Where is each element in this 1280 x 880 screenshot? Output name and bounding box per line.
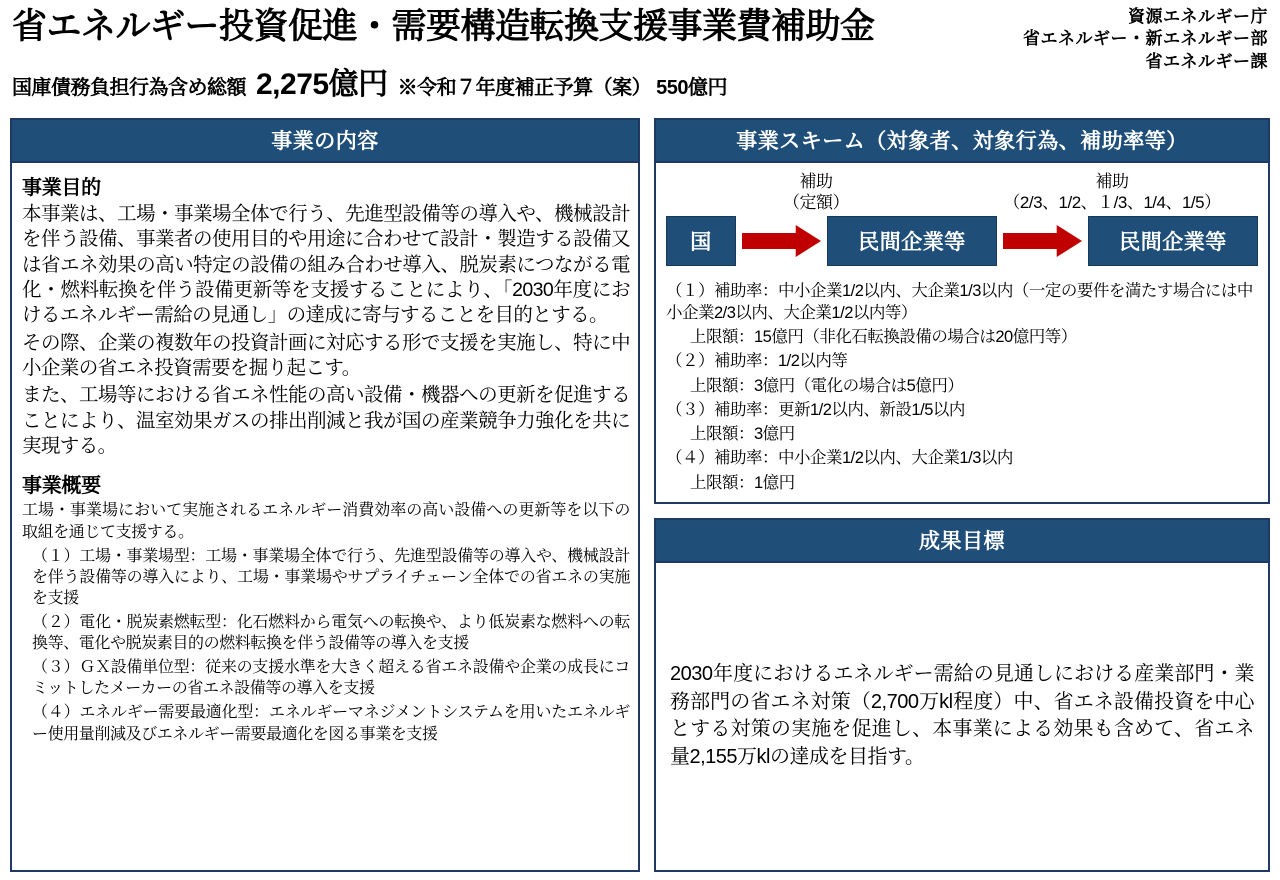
scheme-caption-left-line2: （定額）	[783, 193, 849, 213]
outline-item-1: （１）工場・事業場型：工場・事業場全体で行う、先進型設備等の導入や、機械設計を伴う設備等の導入により、工場・事業場やサプライチェーン全体での省エネの実施を支援	[32, 547, 630, 607]
right-column	[654, 118, 1270, 872]
scheme-item-4-sub: 上限額：1億円	[690, 473, 795, 492]
scheme-panel	[654, 118, 1270, 504]
scheme-item-1-sub: 上限額：15億円（非化石転換設備の場合は20億円等）	[690, 328, 1077, 347]
purpose-paragraph-2: その際、企業の複数年の投資計画に対応する形で支援を実施し、特に中小企業の省エネ投資需要を掘り起こす。	[22, 331, 630, 380]
scheme-caption-right-line2: （2/3、1/2、１/3、1/4、1/5）	[1003, 193, 1221, 213]
business-content-panel	[10, 118, 640, 872]
scheme-item-2-sub: 上限額：3億円（電化の場合は5億円）	[690, 376, 964, 395]
scheme-box-private-2: 民間企業等	[1088, 216, 1258, 266]
goal-panel	[654, 518, 1270, 872]
scheme-diagram	[656, 163, 1268, 280]
purpose-paragraph-3: また、工場等における省エネ性能の高い設備・機器への更新を促進することにより、温室効果ガスの排出削減と我が国の産業競争力強化を共に実現する。	[22, 384, 630, 458]
left-column	[10, 118, 640, 872]
scheme-body	[656, 163, 1268, 502]
page-title: 省エネルギー投資促進・需要構造転換支援事業費補助金	[12, 7, 875, 46]
document-header	[0, 0, 1280, 112]
budget-amount: 2,275億円	[256, 67, 388, 101]
purpose-paragraph-1: 本事業は、工場・事業場全体で行う、先進型設備等の導入や、機械設計を伴う設備、事業者の使用目的や用途に合わせて設計・製造する設備又は省エネ効果の高い特定の設備の組み合わせ導入、脱炭素につながる電化・燃料転換を伴う設備更新等を支援することにより、「2030年度におけるエネルギー需給の見通し」の達成に寄与することを目的とする。	[22, 203, 630, 327]
outline-item-2: （２）電化・脱炭素燃転型：化石燃料から電気への転換や、より低炭素な燃料への転換等、電化や脱炭素目的の燃料転換を伴う設備等の導入を支援	[32, 613, 630, 653]
goal-text: 2030年度におけるエネルギー需給の見通しにおける産業部門・業務部門の省エネ対策（2,700万kl程度）中、省エネ設備投資を中心とする対策の実施を促進し、本事業による効果も含めて、省エネ量2,155万klの達成を目指す。	[670, 663, 1254, 769]
scheme-caption-right-line1: 補助	[1095, 172, 1129, 191]
scheme-conditions-list	[656, 280, 1268, 502]
scheme-item-3-sub: 上限額：3億円	[690, 425, 795, 444]
agency-line-3: 省エネルギー課	[1145, 51, 1268, 71]
goal-body	[656, 563, 1268, 870]
scheme-caption-left	[666, 171, 966, 214]
outline-item-4: （４）エネルギー需要最適化型：エネルギーマネジメントシステムを用いたエネルギー使用量削減及びエネルギー需要最適化を図る事業を支援	[32, 704, 630, 743]
goal-header: 成果目標	[656, 520, 1268, 563]
business-content-body	[12, 163, 638, 870]
agency-line-2: 省エネルギー・新エネルギー部	[1023, 29, 1268, 49]
agency-block	[1023, 6, 1268, 73]
scheme-item-4-main: （４）補助率：中小企業1/2以内、大企業1/3以内	[666, 449, 1013, 468]
outline-lead: 工場・事業場において実施されるエネルギー消費効率の高い設備への更新等を以下の取組を通じて支援する。	[22, 502, 630, 541]
purpose-title: 事業目的	[22, 177, 101, 199]
scheme-item-2-main: （２）補助率：1/2以内等	[666, 352, 848, 371]
scheme-item-3-main: （３）補助率：更新1/2以内、新設1/5以内	[666, 400, 965, 419]
scheme-caption-right	[966, 171, 1258, 214]
content-columns	[10, 118, 1270, 872]
scheme-caption-left-line1: 補助	[799, 172, 833, 191]
outline-item-3: （３）ＧＸ設備単位型：従来の支援水準を大きく超える省エネ設備や企業の成長にコミットしたメーカーの省エネ設備等の導入を支援	[32, 659, 630, 698]
budget-label: 国庫債務負担行為含め総額	[12, 76, 246, 99]
scheme-captions	[666, 171, 1258, 214]
agency-line-1: 資源エネルギー庁	[1128, 7, 1268, 26]
outline-title: 事業概要	[22, 475, 101, 498]
scheme-box-private-1: 民間企業等	[827, 216, 997, 266]
arrow-right-icon-1	[742, 224, 821, 258]
budget-note: ※令和７年度補正予算（案） 550億円	[397, 76, 728, 99]
scheme-header: 事業スキーム（対象者、対象行為、補助率等）	[656, 120, 1268, 163]
business-content-header: 事業の内容	[12, 120, 638, 163]
scheme-box-government: 国	[666, 216, 736, 266]
arrow-right-icon-2	[1003, 224, 1082, 258]
scheme-item-1-main: （１）補助率：中小企業1/2以内、大企業1/3以内（一定の要件を満たす場合には中小企業2/3以内、大企業1/2以内等）	[666, 281, 1253, 322]
scheme-flow	[666, 216, 1258, 266]
